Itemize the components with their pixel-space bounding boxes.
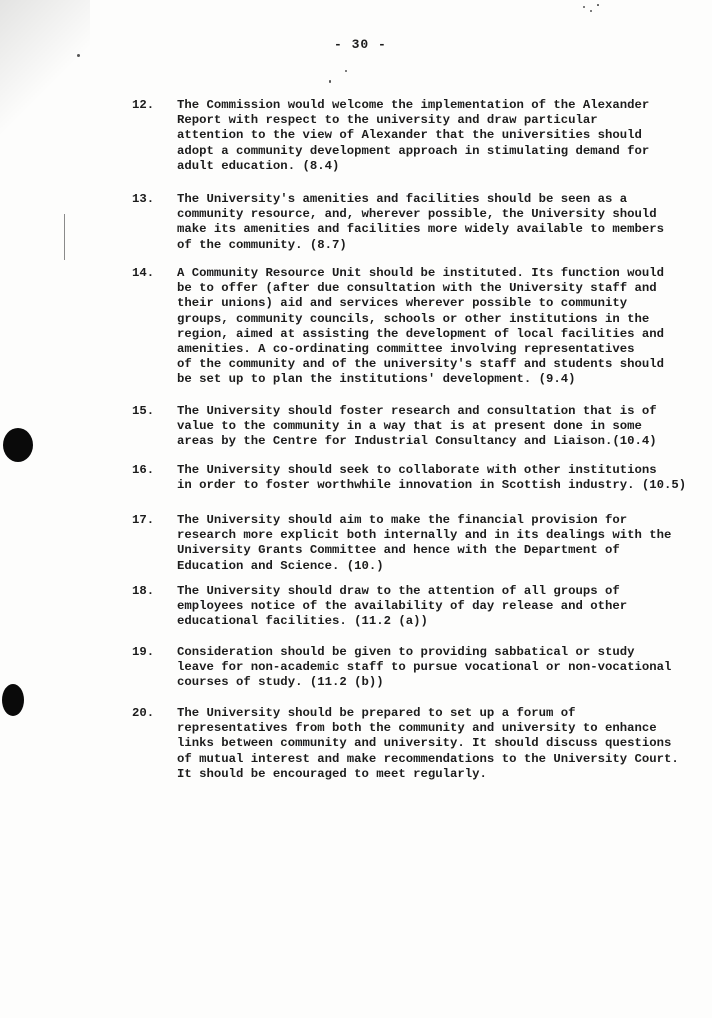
item-number: 12. xyxy=(132,98,155,112)
scan-speck xyxy=(590,10,592,12)
item-number: 14. xyxy=(132,266,155,280)
item-text: The University should foster research and consultation that is of value to the community in a way that is at present done in some areas by the Centre for Industrial Consultancy and Liaison.(10.4) xyxy=(177,404,657,449)
item-number: 15. xyxy=(132,404,155,418)
item-number: 17. xyxy=(132,513,155,527)
scan-speck xyxy=(345,70,347,72)
scan-speck xyxy=(583,6,585,8)
item-text: The University should seek to collaborate with other institutions in order to foster worthwhile innovation in Scottish industry. (10.5) xyxy=(177,463,687,493)
item-text: The University's amenities and facilities should be seen as a community resource, and, wherever possible, the University should make its amenities and facilities more widely available to members of the community. (8.7) xyxy=(177,192,665,252)
scan-speck xyxy=(77,54,80,57)
item-text: The Commission would welcome the implementation of the Alexander Report with respect to the university and draw particular attention to the view of Alexander that the universities should adopt a community development approach in stimulating demand for adult education. (8.4) xyxy=(177,98,650,173)
item-number: 18. xyxy=(132,584,155,598)
scan-speck xyxy=(597,4,599,6)
punch-hole-top xyxy=(3,428,33,462)
item-text: The University should draw to the attention of all groups of employees notice of the availability of day release and other educational facilities. (11.2 (a)) xyxy=(177,584,628,629)
margin-mark xyxy=(64,214,65,260)
item-text: Consideration should be given to providing sabbatical or study leave for non-academic staff to pursue vocational or non-vocational courses of study. (11.2 (b)) xyxy=(177,645,672,690)
item-number: 20. xyxy=(132,706,155,720)
item-number: 16. xyxy=(132,463,155,477)
item-number: 13. xyxy=(132,192,155,206)
item-number: 19. xyxy=(132,645,155,659)
item-text: The University should aim to make the financial provision for research more explicit both internally and in its dealings with the University Grants Committee and hence with the Department of Education and Science. (10.) xyxy=(177,513,672,573)
scan-shadow xyxy=(0,0,90,160)
punch-hole-bottom xyxy=(2,684,24,716)
page-number: - 30 - xyxy=(334,37,387,52)
scan-speck xyxy=(329,80,331,83)
item-text: The University should be prepared to set up a forum of representatives from both the community and university to enhance links between community and university. It should discuss questions of mutual interest and make recommendations to the University Court. It should be encouraged to meet regularly. xyxy=(177,706,679,781)
item-text: A Community Resource Unit should be instituted. Its function would be to offer (after due consultation with the University staff and their unions) aid and services wherever possible to community groups, community councils, schools or other institutions in the region, aimed at assisting the development of local facilities and amenities. A co-ordinating committee involving representatives of the community and of the university's staff and students should be set up to plan the institutions' development. (9.4) xyxy=(177,266,665,387)
